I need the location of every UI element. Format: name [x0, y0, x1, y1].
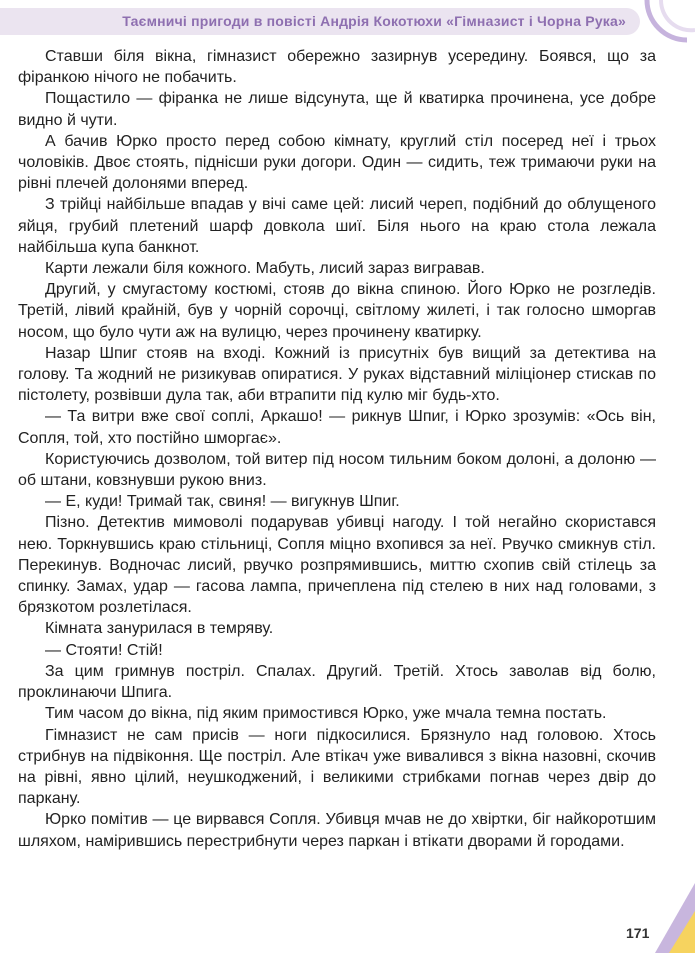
paragraph: Тим часом до вікна, під яким примостився Юрко, уже мчала темна постать.: [45, 705, 607, 723]
paragraph: Кімната занурилася в темряву.: [45, 620, 274, 638]
paragraph: — Та витри вже свої соплі, Аркашо! — рикнув Шпиг, і Юрко зрозумів: «Ось він, Сопля, той, хто постійно шморгає».: [18, 408, 656, 447]
paragraph: Другий, у смугастому костюмі, стояв до вікна спиною. Його Юрко не розгледів. Третій, лівий крайній, був у чорній сорочці, світлому жилеті, і так голосно шморгав носом, що було чути аж на вулицю, через прочинену кватирку.: [18, 281, 656, 341]
paragraph: — Стояти! Стій!: [45, 641, 163, 659]
paragraph: Ставши біля вікна, гімназист обережно зазирнув усередину. Боявся, що за фіранкою нічого не побачить.: [18, 48, 656, 87]
paragraph: Гімназист не сам присів — ноги підкосилися. Брязнуло над головою. Хтось стрибнув на підвіконня. Ще постріл. Але втікач уже вивалився з вікна назовні, скочив на рівні, явно цілий, неушкоджений, і великими стрибками погнав через двір до паркану.: [18, 726, 656, 808]
header-title: Таємничі пригоди в повісті Андрія Кокотюхи «Гімназист і Чорна Рука»: [122, 13, 626, 29]
body-text: [18, 46, 656, 852]
page-number: 171: [626, 925, 650, 941]
paragraph: Пізно. Детектив мимоволі подарував убивці нагоду. І той негайно скористався нею. Торкнувшись краю стільниці, Сопля міцно вхопився за неї. Рвучко смикнув стіл. Перекинув. Водночас лисий, рвучко розпрямившись, миттю схопив свій стілець за спинку. Замах, удар — гасова лампа, причеплена під стелею в них над головами, з брязкотом розлетілася.: [18, 514, 656, 617]
corner-arc-decoration: [635, 0, 695, 46]
paragraph: З трійці найбільше впадав у вічі саме цей: лисий череп, подібний до облущеного яйця, грубий плетений шарф довкола шиї. Біля нього на краю стола лежала найбільша купа банкнот.: [18, 196, 656, 256]
paragraph: Пощастило — фіранка не лише відсунута, ще й кватирка прочинена, усе добре видно й чути.: [18, 90, 656, 129]
running-header: [0, 8, 640, 35]
paragraph: Карти лежали біля кожного. Мабуть, лисий зараз вигравав.: [45, 260, 485, 278]
paragraph: Юрко помітив — це вирвався Сопля. Убивця мчав не до хвіртки, біг найкоротшим шляхом, намірившись перестрибнути через паркан і втікати дворами й городами.: [18, 811, 656, 850]
paragraph: — Е, куди! Тримай так, свиня! — вигукнув Шпиг.: [45, 493, 400, 511]
paragraph: Назар Шпиг стояв на вході. Кожний із присутніх був вищий за детектива на голову. Та жодний не ризикував опиратися. У руках відставний міліціонер стискав по пістолету, розвівши дула так, аби втрапити під кулю міг будь-хто.: [18, 344, 656, 405]
paragraph: Користуючись дозволом, той витер під носом тильним боком долоні, а долоню — об штани, ковзнувши рукою вниз.: [18, 450, 656, 490]
paragraph: За цим гримнув постріл. Спалах. Другий. Третій. Хтось заволав від болю, проклинаючи Шпига.: [18, 662, 656, 702]
paragraph: А бачив Юрко просто перед собою кімнату, круглий стіл посеред неї і трьох чоловіків. Двоє стоять, піднісши руки догори. Один — сидить, теж тримаючи руки на рівні плечей долонями вперед.: [18, 132, 656, 193]
corner-triangles-decoration: [645, 883, 695, 953]
